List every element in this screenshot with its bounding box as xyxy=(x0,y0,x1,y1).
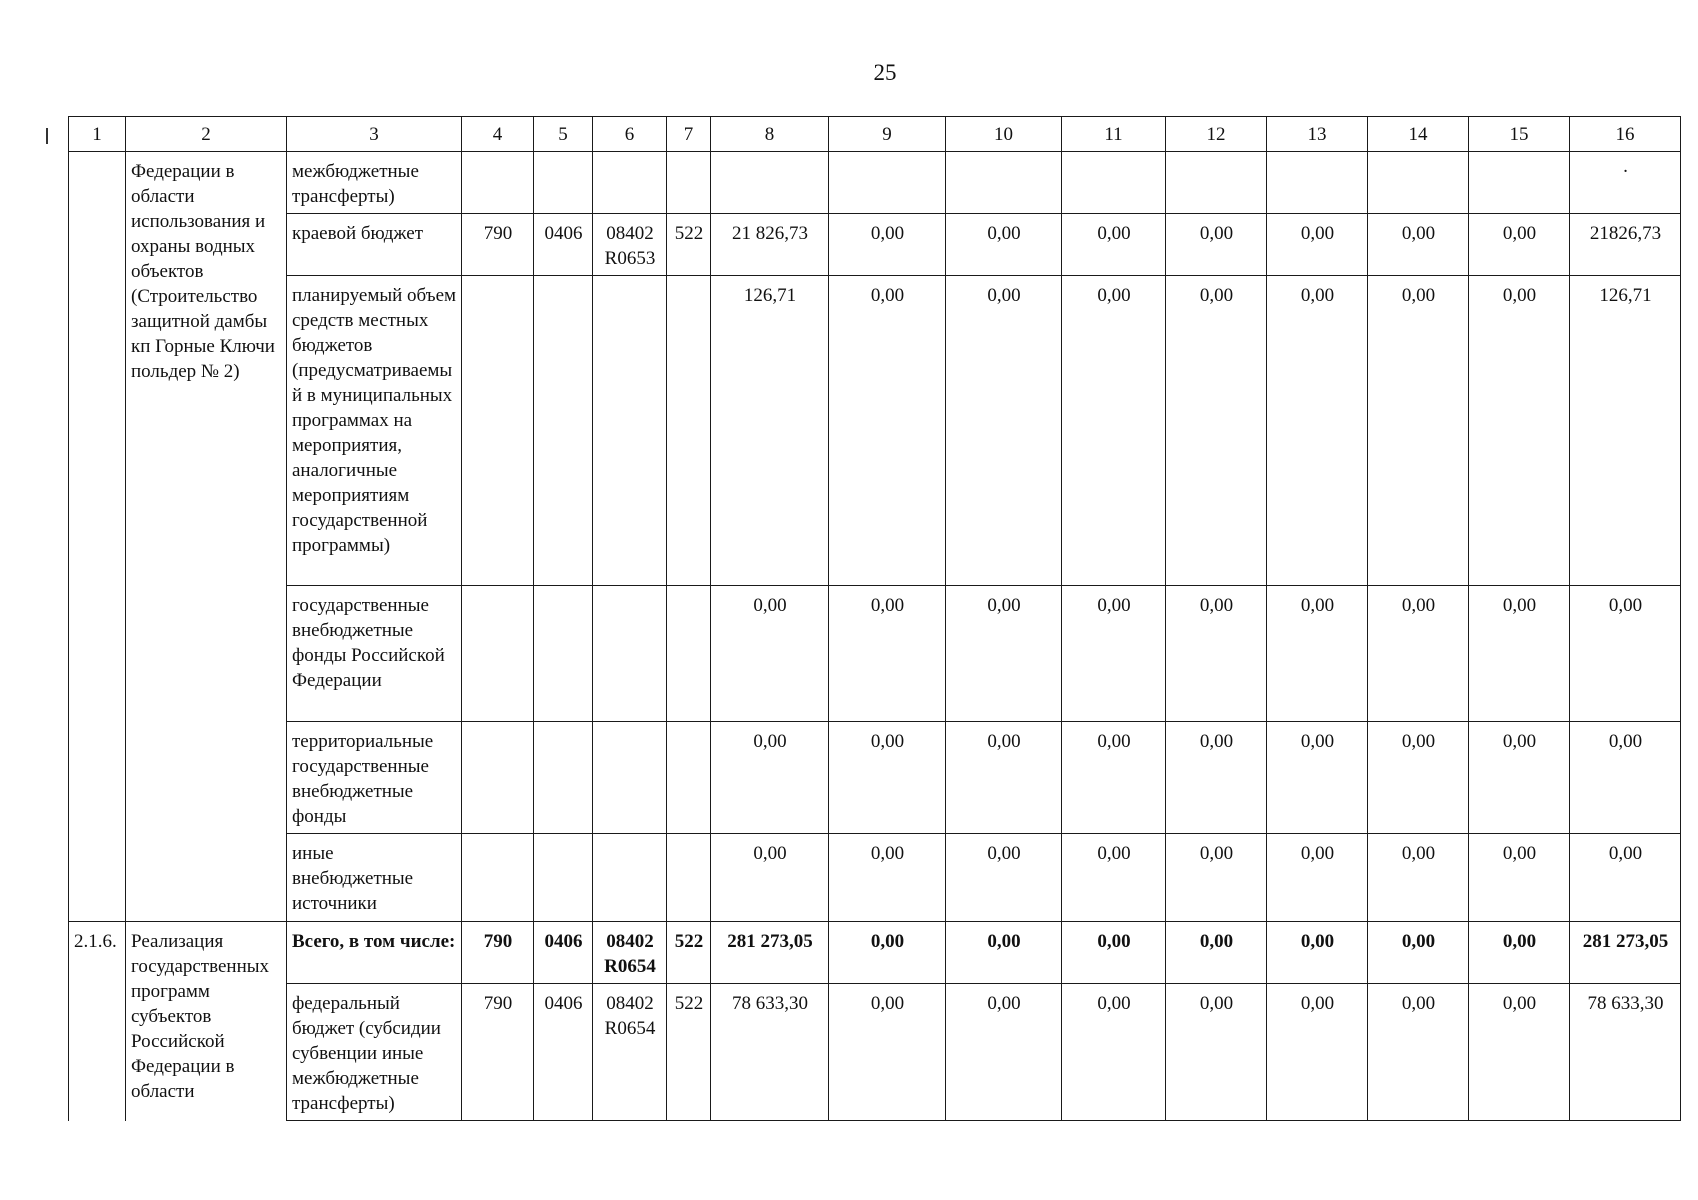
value-cell: 0,00 xyxy=(1062,834,1166,922)
value-cell: 21826,73 xyxy=(1570,214,1681,276)
col-header-4: 4 xyxy=(462,117,534,152)
value-cell: 0,00 xyxy=(1166,276,1267,586)
value-cell: 0,00 xyxy=(1469,922,1570,984)
value-cell: 21 826,73 xyxy=(711,214,829,276)
code-cell xyxy=(462,276,534,586)
value-cell: 0,00 xyxy=(829,586,946,722)
col-header-14: 14 xyxy=(1368,117,1469,152)
code-cell xyxy=(534,152,593,214)
value-cell: 0,00 xyxy=(1062,984,1166,1121)
value-cell: 0,00 xyxy=(946,586,1062,722)
value-cell xyxy=(1267,152,1368,214)
value-cell xyxy=(829,152,946,214)
col-header-9: 9 xyxy=(829,117,946,152)
value-cell: 0,00 xyxy=(1368,922,1469,984)
code-cell xyxy=(667,276,711,586)
value-cell: 0,00 xyxy=(1570,834,1681,922)
code-cell: 522 xyxy=(667,214,711,276)
col-header-11: 11 xyxy=(1062,117,1166,152)
value-cell: 0,00 xyxy=(1166,214,1267,276)
funding-source-cell: краевой бюджет xyxy=(287,214,462,276)
code-cell: 08402 R0653 xyxy=(593,214,667,276)
code-cell xyxy=(462,152,534,214)
col-header-3: 3 xyxy=(287,117,462,152)
value-cell: · xyxy=(1570,152,1681,214)
value-cell: 0,00 xyxy=(1368,984,1469,1121)
value-cell: 0,00 xyxy=(1368,586,1469,722)
value-cell: 0,00 xyxy=(1166,984,1267,1121)
value-cell: 0,00 xyxy=(1267,586,1368,722)
code-cell: 790 xyxy=(462,984,534,1121)
col-header-2: 2 xyxy=(126,117,287,152)
value-cell: 0,00 xyxy=(1166,722,1267,834)
value-cell: 0,00 xyxy=(946,214,1062,276)
value-cell: 0,00 xyxy=(1368,834,1469,922)
value-cell: 0,00 xyxy=(1368,722,1469,834)
funding-source-cell: межбюджетные трансферты) xyxy=(287,152,462,214)
table-row xyxy=(69,722,1681,834)
value-cell: 0,00 xyxy=(1469,722,1570,834)
code-cell: 790 xyxy=(462,214,534,276)
value-cell: 0,00 xyxy=(1267,922,1368,984)
measure-name-cell: Федерации в области использования и охраны водных объектов (Строительство защитной дамбы кп Горные Ключи польдер № 2) xyxy=(126,152,287,922)
row-number-cell: 2.1.6. xyxy=(69,922,126,1121)
col-header-1: 1 xyxy=(69,117,126,152)
value-cell: 0,00 xyxy=(1267,214,1368,276)
value-cell: 0,00 xyxy=(711,586,829,722)
code-cell: 0406 xyxy=(534,984,593,1121)
value-cell: 78 633,30 xyxy=(1570,984,1681,1121)
col-header-6: 6 xyxy=(593,117,667,152)
code-cell xyxy=(534,276,593,586)
value-cell: 0,00 xyxy=(1469,276,1570,586)
margin-mark xyxy=(46,128,48,144)
value-cell: 0,00 xyxy=(1062,922,1166,984)
code-cell xyxy=(534,722,593,834)
value-cell: 0,00 xyxy=(1166,586,1267,722)
col-header-13: 13 xyxy=(1267,117,1368,152)
value-cell: 0,00 xyxy=(829,922,946,984)
table-row-total xyxy=(69,922,1681,984)
funding-source-cell: федеральный бюджет (субсидии субвенции иные межбюджетные трансферты) xyxy=(287,984,462,1121)
page-number: 25 xyxy=(873,60,897,85)
funding-source-cell: иные внебюджетные источники xyxy=(287,834,462,922)
col-header-10: 10 xyxy=(946,117,1062,152)
code-cell xyxy=(593,586,667,722)
code-cell xyxy=(667,722,711,834)
value-cell: 0,00 xyxy=(711,722,829,834)
table-row xyxy=(69,152,1681,214)
value-cell: 0,00 xyxy=(1267,984,1368,1121)
code-cell xyxy=(667,834,711,922)
table-row xyxy=(69,984,1681,1121)
row-number-cell xyxy=(69,152,126,922)
table-row xyxy=(69,214,1681,276)
code-cell: 08402 R0654 xyxy=(593,984,667,1121)
code-cell: 0406 xyxy=(534,214,593,276)
measure-name-cell: Реализация государственных программ субъектов Российской Федерации в области xyxy=(126,922,287,1121)
value-cell: 0,00 xyxy=(1570,722,1681,834)
funding-source-cell: территориальные государственные внебюджетные фонды xyxy=(287,722,462,834)
value-cell: 0,00 xyxy=(1267,276,1368,586)
value-cell: 126,71 xyxy=(1570,276,1681,586)
value-cell: 281 273,05 xyxy=(1570,922,1681,984)
code-cell xyxy=(593,834,667,922)
table-row xyxy=(69,276,1681,586)
code-cell xyxy=(462,834,534,922)
value-cell xyxy=(946,152,1062,214)
value-cell: 0,00 xyxy=(1469,214,1570,276)
value-cell: 0,00 xyxy=(1368,276,1469,586)
value-cell: 0,00 xyxy=(946,984,1062,1121)
col-header-5: 5 xyxy=(534,117,593,152)
value-cell: 0,00 xyxy=(946,922,1062,984)
value-cell: 0,00 xyxy=(829,276,946,586)
col-header-12: 12 xyxy=(1166,117,1267,152)
value-cell: 0,00 xyxy=(1062,276,1166,586)
code-cell: 522 xyxy=(667,984,711,1121)
code-cell: 08402 R0654 xyxy=(593,922,667,984)
value-cell: 0,00 xyxy=(1469,586,1570,722)
code-cell xyxy=(462,586,534,722)
value-cell: 0,00 xyxy=(829,722,946,834)
value-cell: 0,00 xyxy=(1469,834,1570,922)
value-cell: 0,00 xyxy=(1062,214,1166,276)
funding-source-cell: планируемый объем средств местных бюджетов (предусматриваемый в муниципальных программах на мероприятия, аналогичные мероприятиям государственной программы) xyxy=(287,276,462,586)
code-cell xyxy=(534,586,593,722)
value-cell: 0,00 xyxy=(829,834,946,922)
value-cell: 0,00 xyxy=(1166,922,1267,984)
col-header-8: 8 xyxy=(711,117,829,152)
value-cell xyxy=(1368,152,1469,214)
value-cell: 126,71 xyxy=(711,276,829,586)
code-cell xyxy=(667,152,711,214)
value-cell: 78 633,30 xyxy=(711,984,829,1121)
code-cell xyxy=(593,276,667,586)
value-cell: 0,00 xyxy=(946,276,1062,586)
value-cell: 0,00 xyxy=(711,834,829,922)
value-cell: 0,00 xyxy=(1166,834,1267,922)
value-cell: 0,00 xyxy=(829,214,946,276)
code-cell: 0406 xyxy=(534,922,593,984)
value-cell xyxy=(1062,152,1166,214)
funding-source-cell: государственные внебюджетные фонды Российской Федерации xyxy=(287,586,462,722)
budget-table xyxy=(68,116,1681,1121)
value-cell xyxy=(711,152,829,214)
value-cell: 0,00 xyxy=(1062,722,1166,834)
code-cell: 522 xyxy=(667,922,711,984)
table-row xyxy=(69,586,1681,722)
code-cell: 790 xyxy=(462,922,534,984)
col-header-15: 15 xyxy=(1469,117,1570,152)
funding-source-cell: Всего, в том числе: xyxy=(287,922,462,984)
column-number-row xyxy=(69,117,1681,152)
code-cell xyxy=(667,586,711,722)
code-cell xyxy=(534,834,593,922)
value-cell: 0,00 xyxy=(946,834,1062,922)
code-cell xyxy=(462,722,534,834)
value-cell xyxy=(1469,152,1570,214)
value-cell: 0,00 xyxy=(946,722,1062,834)
value-cell: 0,00 xyxy=(1469,984,1570,1121)
col-header-16: 16 xyxy=(1570,117,1681,152)
value-cell: 0,00 xyxy=(1570,586,1681,722)
value-cell: 0,00 xyxy=(1062,586,1166,722)
table-row xyxy=(69,834,1681,922)
value-cell: 0,00 xyxy=(829,984,946,1121)
value-cell: 281 273,05 xyxy=(711,922,829,984)
value-cell: 0,00 xyxy=(1368,214,1469,276)
value-cell xyxy=(1166,152,1267,214)
value-cell: 0,00 xyxy=(1267,722,1368,834)
code-cell xyxy=(593,722,667,834)
value-cell: 0,00 xyxy=(1267,834,1368,922)
code-cell xyxy=(593,152,667,214)
col-header-7: 7 xyxy=(667,117,711,152)
